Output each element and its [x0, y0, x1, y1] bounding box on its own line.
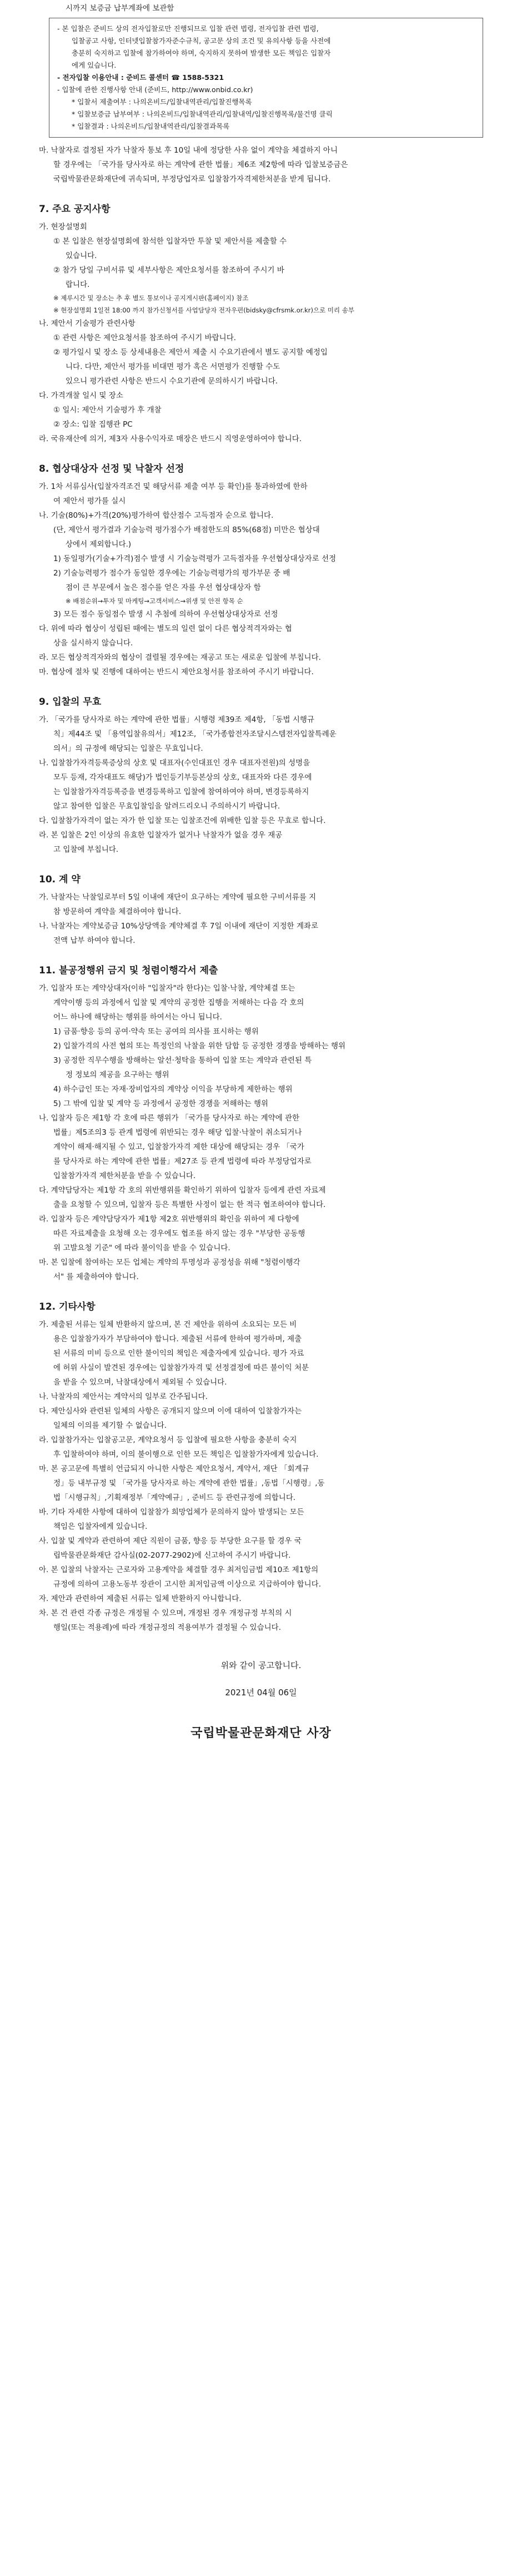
paragraph-line: 랍니다. [66, 280, 90, 289]
paragraph-line: 가. 현장설명회 [39, 223, 87, 231]
paragraph-line: 다. 입찰참가자격이 없는 자가 한 입찰 또는 입찰조건에 위배한 입찰 등은 무효로 합니다. [39, 816, 326, 825]
paragraph-line: 여 제안서 평가를 실시 [53, 497, 126, 506]
paragraph-line: 모두 등재, 각자대표도 해당)가 법인등기부등본상의 상호, 대표자와 다른 경우에 [53, 773, 312, 782]
paragraph-line: 니다. 다만, 제안서 평가를 비대면 평가 혹은 서면평가 진행할 수도 [66, 362, 280, 371]
box-line: * 입찰보증금 납부여부 : 나의온비드/입찰내역관리/입찰내역/입찰진행목록/물건명 클릭 [72, 110, 333, 118]
section-heading-11: 11. 불공정행위 금지 및 청렴이행각서 제출 [39, 965, 218, 976]
section-heading-10: 10. 계 약 [39, 874, 81, 885]
paragraph-line: 가. 입찰자 또는 계약상대자(이하 "입찰자"라 한다)는 입찰·낙찰, 계약체결 또는 [39, 984, 295, 993]
paragraph-line: 립박물관문화재단 감사실(02-2077-2902)에 신고하여 주시기 바랍니다. [53, 1551, 291, 1560]
box-line-callcenter: - 전자입찰 이용안내 : 준비드 콜센터 ☎ 1588-5321 [57, 73, 224, 82]
paragraph-line: 출을 요청할 수 있으며, 입찰자 등은 특별한 사정이 없는 한 적극 협조하여야 합니다. [53, 1200, 326, 1209]
paragraph-line: 상을 실시하지 않습니다. [53, 639, 133, 648]
section-7-body [39, 220, 483, 446]
paragraph-line: 5) 그 밖에 입찰 및 계약 등 과정에서 공정한 경쟁을 저해하는 행위 [53, 1099, 269, 1108]
paragraph-line-emphasis: 라. 입찰참가자는 입찰공고문, 계약요청서 등 입찰에 필요한 사항을 충분히 숙지 [39, 1436, 297, 1444]
paragraph-line: 위 고발요청 기준" 에 따라 불이익을 받을 수 있습니다. [53, 1244, 230, 1252]
top-line: 시까지 보증금 납부계좌에 보관함 [66, 4, 174, 13]
paragraph-line: 다. 계약담당자는 제1항 각 호의 위반행위를 확인하기 위하여 입찰자 등에게 관련 자료제 [39, 1186, 326, 1195]
paragraph-line: 2) 기술능력평가 점수가 동일한 경우에는 기술능력평가의 평가부문 중 배 [53, 569, 290, 578]
paragraph-line: 가. 제출된 서류는 일체 반환하지 않으며, 본 건 제안을 위하여 소요되는 모든 비 [39, 1320, 297, 1329]
paragraph-line: 마. 협상에 절차 및 진행에 대하여는 반드시 제안요청서를 참조하여 주시기 바랍니다. [39, 668, 314, 676]
paragraph-line: ② 장소: 입찰 집행관 PC [53, 420, 133, 429]
notice-box [49, 18, 483, 138]
section-9-body [39, 713, 483, 857]
box-line: - 본 입찰은 준비드 상의 전자입찰로만 진행되므로 입찰 관련 법령, 전자입찰 관련 법령, [57, 24, 319, 33]
box-line: 입찰공고 사항, 인터넷입찰참가자준수규칙, 공고문 상의 조건 및 유의사항 등을 사전에 [72, 37, 331, 45]
paragraph-line: 서" 를 제출하여야 합니다. [53, 1272, 139, 1281]
paragraph-line: 는 입찰참가자격등록증을 변경등록하고 입찰에 참여하여야 하며, 변경등록하지 [53, 787, 309, 796]
paragraph-line: 칙」제44조 및 「용역입찰유의서」제12조, 「국가종합전자조달시스템전자입찰특례운 [53, 730, 337, 739]
paragraph-line: 있습니다. [66, 251, 97, 260]
paragraph-line: 아. 본 입찰의 낙찰자는 근로자와 고용계약을 체결할 경우 최저임금법 제10조 제1항의 [39, 1565, 319, 1574]
paragraph-line: 바. 기타 자세한 사항에 대하여 입찰참가 희망업체가 문의하지 않아 발생되는 모든 [39, 1508, 304, 1517]
paragraph-line: 전액 납부 하여야 합니다. [53, 936, 135, 945]
box-line-onbid-link[interactable]: - 입찰에 관한 진행사항 안내 (준비드, http://www.onbid.co.kr) [57, 85, 253, 94]
paragraph-line: 나. 기술(80%)+가격(20%)평가하여 합산점수 고득점자 순으로 합니다. [39, 511, 274, 520]
paragraph-line: 따른 자료제출을 요청해 오는 경우에도 협조를 하지 않는 경우 "부당한 공동행 [53, 1229, 305, 1238]
announcement-date: 2021년 04월 06일 [225, 1688, 297, 1698]
paragraph-line: 법률」제5조의3 등 관계 법령에 위반되는 경우 해당 입찰·낙찰이 취소되거나 [53, 1128, 302, 1137]
box-line: * 입찰서 제출여부 : 나의온비드/입찰내역관리/입찰진행목록 [72, 98, 252, 106]
paragraph-line: 를 당사자로 하는 계약에 관한 법률」제27조 등 관계 법령에 따라 부정당업자로 [53, 1157, 312, 1166]
section-heading-8: 8. 협상대상자 선정 및 낙찰자 선정 [39, 463, 184, 474]
paragraph-line: ① 본 입찰은 현장설명회에 참석한 입찰자만 투찰 및 제안서를 제출할 수 [53, 237, 287, 246]
bidder-note [39, 143, 483, 186]
paragraph-line: 정」등 내부규정 및 「국가를 당사자로 하는 계약에 관한 법률」,동법「시행령」,동 [53, 1479, 325, 1488]
paragraph-line: 을 받을 수 있으며, 낙찰대상에서 제외될 수 있습니다. [53, 1378, 227, 1387]
paragraph-line: 다. 가격개찰 일시 및 장소 [39, 391, 123, 400]
box-line: * 입찰결과 : 나의온비드/입찰내역관리/입찰결과목록 [72, 122, 230, 130]
paragraph-line: 행일(또는 적용례)에 따라 개정규정의 적용여부가 결정될 수 있습니다. [53, 1623, 282, 1632]
paragraph-line: ② 평가일시 및 장소 등 상세내용은 제안서 제출 시 수요기관에서 별도 공지할 예정입 [53, 348, 328, 357]
paragraph-line: 다. 제안심사와 관련된 일체의 사항은 공개되지 않으며 이에 대하여 입찰참가자는 [39, 1407, 302, 1416]
paragraph-line: (단, 제안서 평가결과 기술능력 평가점수가 배점한도의 85%(68점) 미만은 협상대 [53, 526, 320, 534]
paragraph-line: 4) 하수급인 또는 자재·장비업자의 계약상 이익을 부당하게 제한하는 행위 [53, 1085, 293, 1094]
paragraph-line: 나. 입찰참가자격등록증상의 상호 및 대표자(수인대표인 경우 대표자전원)의 성명을 [39, 759, 310, 767]
section-heading-9: 9. 입찰의 무효 [39, 696, 102, 708]
paragraph-line: 정 정보의 제공을 요구하는 행위 [66, 1070, 169, 1079]
paragraph-line: 입찰참가자격 제한처분을 받을 수 있습니다. [53, 1171, 196, 1180]
notice-document [0, 1, 522, 2576]
section-heading-12: 12. 기타사항 [39, 1301, 96, 1312]
paragraph-line: 마. 본 공고문에 특별히 언급되지 아니한 사항은 제안요청서, 계약서, 재단 「회계규 [39, 1464, 309, 1473]
paragraph-line: 나. 제안서 기술평가 관련사항 [39, 319, 135, 328]
paragraph-line: 고 입찰에 부칩니다. [53, 845, 119, 854]
paragraph-line: 참 방문하여 계약을 체결하여야 합니다. [53, 907, 182, 916]
closing-statement: 위와 같이 공고합니다. [220, 1660, 302, 1670]
paragraph-line: 있으니 평가관련 사항은 반드시 수요기관에 문의하시기 바랍니다. [66, 377, 278, 386]
paragraph-line: 일체의 이의를 제기할 수 없습니다. [53, 1421, 167, 1430]
section-heading-7: 7. 주요 공지사항 [39, 204, 111, 215]
box-line: 에게 있습니다. [72, 61, 117, 69]
paragraph-line: 2) 입찰가격의 사전 협의 또는 특정인의 낙찰을 위한 담합 등 공정한 경쟁을 방해하는 행위 [53, 1042, 346, 1050]
paragraph-line: 3) 공정한 직무수행을 방해하는 알선·청탁을 통하여 입찰 또는 계약과 관련된 특 [53, 1056, 312, 1065]
paragraph-line-emphasis: 용은 입찰참가자가 부담하여야 합니다. 제출된 서류에 한하여 평가하며, 제출 [53, 1335, 302, 1343]
paragraph-line: 나. 낙찰자의 제안서는 계약서의 일부로 간주됩니다. [39, 1392, 208, 1401]
paragraph-line: ※ 제루시간 및 장소는 추 후 별도 통보이나 공지게시판(홈페이지) 참조 [53, 294, 249, 302]
paragraph-line: 할 경우에는 「국가를 당사자로 하는 계약에 관한 법률」제6조 제2항에 따라 입찰보증금은 [53, 160, 348, 169]
paragraph-line: 국립박물관문화재단에 귀속되며, 부정당업자로 입찰참가자격제한처분을 받게 됩니다. [53, 175, 331, 184]
paragraph-line: 자. 제안과 관련하여 제출된 서류는 일체 반환하지 아니합니다. [39, 1594, 242, 1603]
section-10-body [39, 890, 483, 948]
paragraph-line: 점이 큰 부문에서 높은 점수를 얻은 자를 우선 협상대상자 함 [66, 583, 261, 592]
signer-title: 국립박물관문화재단 사장 [190, 1726, 332, 1740]
paragraph-line: ② 참가 당일 구비서류 및 세부사항은 제안요청서를 참조하여 주시기 바 [53, 266, 284, 275]
paragraph-line: 규정에 의하여 고용노동부 장관이 고시한 최저임금액 이상으로 지급하여야 합니다. [53, 1580, 322, 1589]
section-11-body [39, 981, 483, 1284]
paragraph-line: 법「시행규칙」,기획재정부「계약예규」, 준비드 등 관련규정에 의합니다. [53, 1493, 296, 1502]
paragraph-line: 않고 참여한 입찰은 무효입찰임을 알려드리오니 주의하시기 바랍니다. [53, 802, 280, 811]
section-8-body [39, 479, 483, 679]
paragraph-line: 1) 동일평가(기술+가격)점수 발생 시 기술능력평가 고득점자를 우선협상대상자로 선정 [53, 554, 337, 563]
paragraph-line: 가. 「국가를 당사자로 하는 계약에 관한 법률」시행령 제39조 제4항, 「동법 시행규 [39, 715, 314, 724]
paragraph-line: 사. 입찰 및 계약과 관련하여 제단 직원이 금품, 향응 등 부당한 요구를 할 경우 국 [39, 1537, 302, 1545]
paragraph-line: ※ 배점순위→투자 및 마케팅→고객서비스→위생 및 안전 항목 순 [66, 597, 243, 605]
paragraph-line: 라. 입찰자 등은 계약담당자가 제1항 제2호 위반행위의 확인을 위하여 제 다항에 [39, 1215, 299, 1224]
paragraph-line: 라. 본 입찰은 2인 이상의 유효한 입찰자가 없거나 낙찰자가 없을 경우 재공 [39, 831, 283, 840]
paragraph-line: 나. 입찰자 등은 제1항 각 호에 따른 행위가 「국가를 당사자로 하는 계약에 관한 [39, 1114, 300, 1123]
paragraph-line: 다. 위에 따라 협상이 성립된 때에는 별도의 일련 없이 다른 협상적격자와는 협 [39, 624, 292, 633]
paragraph-line: 마. 낙찰자로 결정된 자가 낙찰자 통보 후 10일 내에 정당한 사유 없이 계약을 체결하지 아니 [39, 146, 338, 155]
paragraph-line: ① 관련 사항은 제안요청서를 참조하여 주시기 바랍니다. [53, 334, 237, 342]
paragraph-line: 의서」의 규정에 해당되는 입찰은 무효입니다. [53, 744, 203, 753]
paragraph-line: 1) 금품·향응 등의 공여·약속 또는 공여의 의사를 표시하는 행위 [53, 1027, 259, 1036]
paragraph-line: 계약이행 등의 과정에서 입찰 및 계약의 공정한 집행을 저해하는 다음 각 호의 [53, 998, 304, 1007]
paragraph-line: 가. 낙찰자는 낙찰일로부터 5일 이내에 재단이 요구하는 계약에 필요한 구비서류를 지 [39, 893, 317, 902]
paragraph-line: 라. 국유재산에 의거, 제3자 사용수익자로 매장은 반드시 직영운영하여야 합니다. [39, 435, 302, 443]
paragraph-line: 차. 본 건 관련 각종 규정은 개정될 수 있으며, 개정된 경우 개정규정 부칙의 시 [39, 1609, 292, 1618]
paragraph-line: 상에서 제외합니다.) [66, 540, 132, 549]
paragraph-line: 에 허위 사실이 발견된 경우에는 입찰참가자격 및 선정결정에 따른 불이익 처분 [53, 1363, 309, 1372]
paragraph-line: ※ 현장설명회 1일전 18:00 까지 참가신청서를 사업담당자 전자우편(bidsky@cfrsmk.or.kr)으로 미리 송부 [53, 306, 354, 314]
paragraph-line: 마. 본 입찰에 참여하는 모든 업체는 계약의 투명성과 공정성을 위해 "청렴이행각 [39, 1258, 300, 1267]
paragraph-line: 계약이 해제·해지될 수 있고, 입찰참가자격 제한 대상에 해당되는 경우 「국가 [53, 1143, 304, 1151]
paragraph-line: 가. 1차 서류심사(입찰자격조건 및 해당서류 제출 여부 등 확인)를 통과하였에 한하 [39, 482, 308, 491]
paragraph-line: 라. 모든 협상적격자와의 협상이 결렬될 경우에는 재공고 또는 새로운 입찰에 부칩니다. [39, 653, 321, 662]
box-line: 충분히 숙지하고 입찰에 참가하여야 하며, 숙지하지 못하여 발생한 모든 책임은 입찰자 [72, 49, 331, 57]
section-12-body [39, 1317, 483, 1635]
paragraph-line: 3) 모든 점수 동일점수 발생 시 추첨에 의하여 우선협상대상자로 선정 [53, 610, 278, 619]
paragraph-line: 된 서류의 미비 등으로 인한 불이익의 책임은 제출자에게 있습니다. 평가 자료 [53, 1349, 304, 1358]
paragraph-line: ① 일시: 제안서 기술평가 후 개찰 [53, 406, 162, 415]
paragraph-line: 책임은 입찰자에게 있습니다. [53, 1522, 148, 1531]
paragraph-line: 어느 하나에 해당하는 행위를 하여서는 아니 됩니다. [53, 1013, 222, 1022]
paragraph-line: 후 입찰하여야 하며, 이의 불이행으로 인한 모든 책임은 입찰참가자에게 있습니다. [53, 1450, 319, 1459]
paragraph-line: 나. 낙찰자는 계약보증금 10%상당액을 계약체결 후 7일 이내에 재단이 지정한 계좌로 [39, 922, 319, 931]
